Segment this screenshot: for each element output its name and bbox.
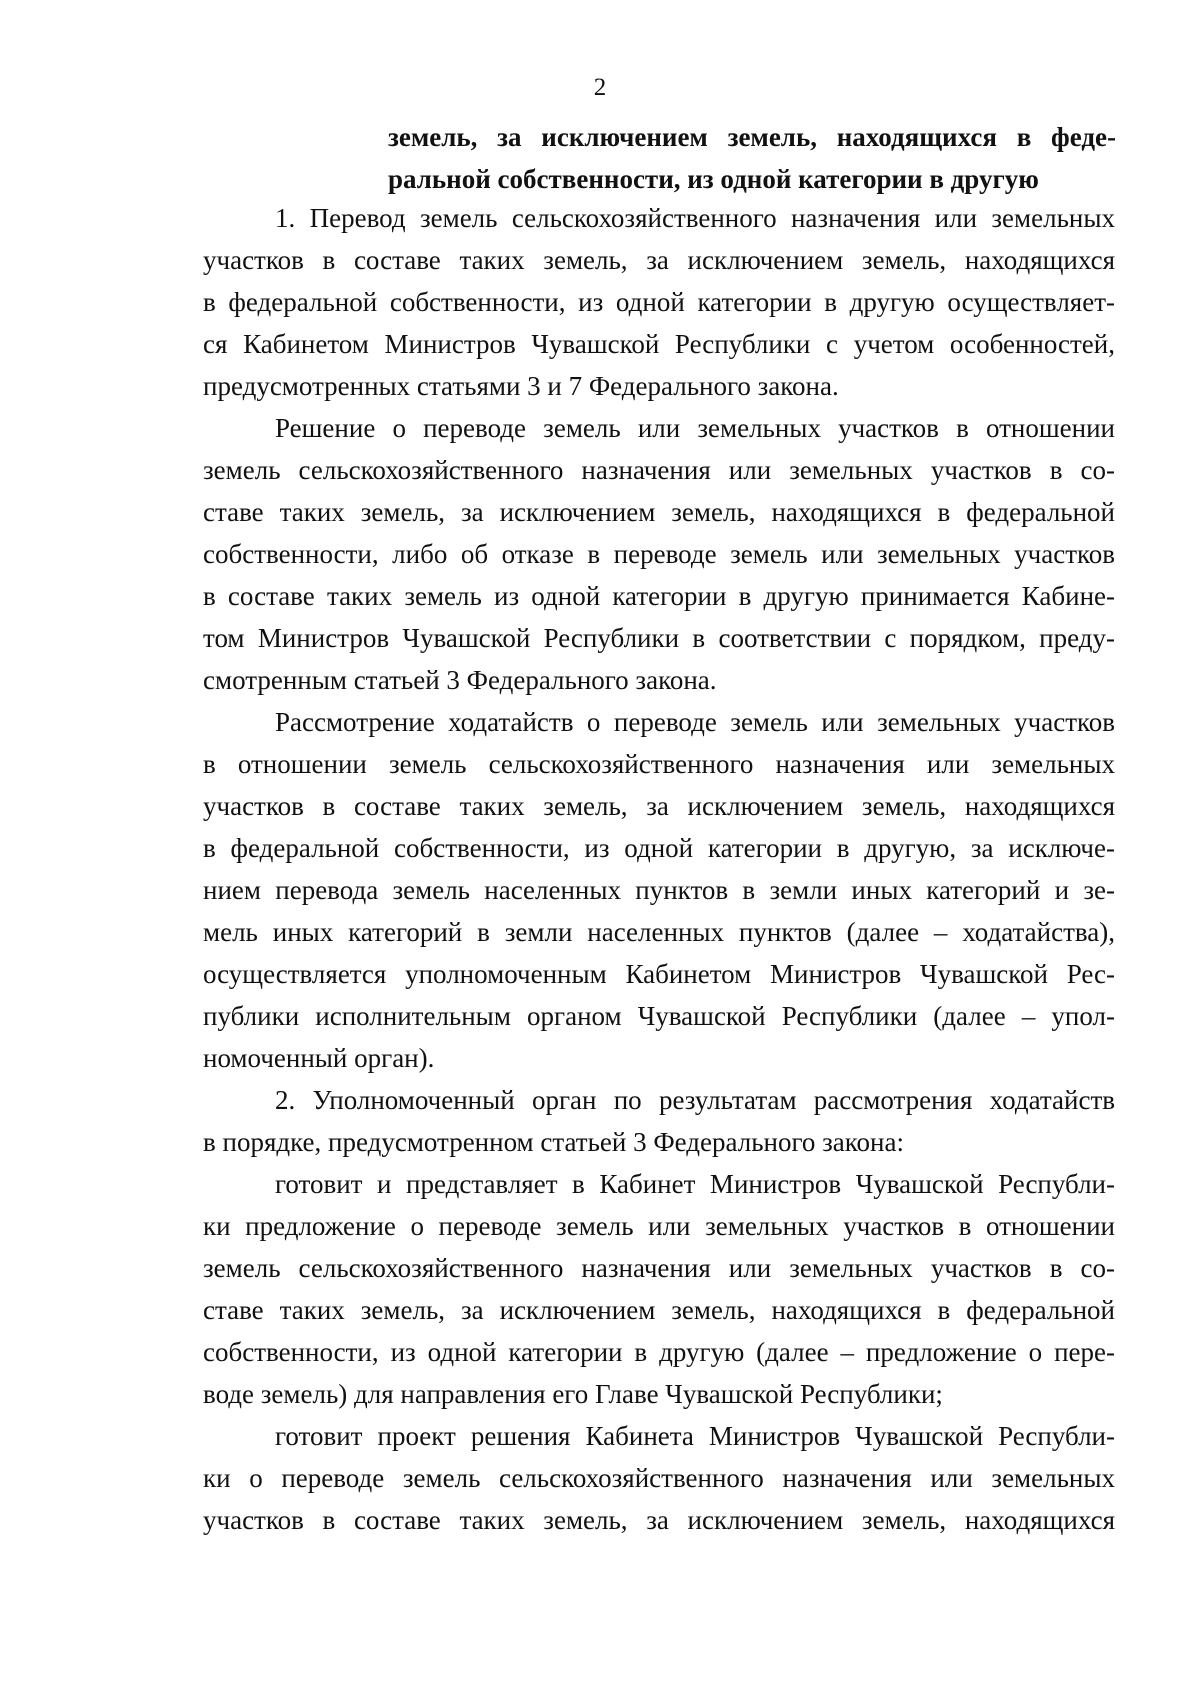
paragraph-line: смотренным статьей 3 Федерального закона. [203,665,717,695]
paragraph-line: нием перевода земель населенных пунктов в земли иных категорий и зе- [203,875,1115,905]
paragraph-line: участков в составе таких земель, за исключением земель, находящихся [203,245,1115,275]
paragraph [203,1163,1115,1415]
paragraph-line: ки предложение о переводе земель или земельных участков в отношении [203,1211,1115,1241]
paragraph-line: воде земель) для направления его Главе Чувашской Республики; [203,1379,943,1409]
paragraph-line: в отношении земель сельскохозяйственного назначения или земельных [203,749,1115,779]
paragraph-line: готовит проект решения Кабинета Министров Чувашской Республи- [275,1421,1115,1451]
paragraph-line: ставе таких земель, за исключением земель, находящихся в федеральной [203,1295,1115,1325]
paragraph-line: собственности, из одной категории в другую (далее – предложение о пере- [203,1337,1115,1367]
paragraph-line: мель иных категорий в земли населенных пунктов (далее – ходатайства), [203,917,1115,947]
paragraph-line: участков в составе таких земель, за исключением земель, находящихся [203,1505,1115,1535]
paragraph-line: в федеральной собственности, из одной категории в другую осуществляет- [203,287,1115,317]
paragraph-line: готовит и представляет в Кабинет Министров Чувашской Республи- [275,1169,1115,1199]
paragraph [203,407,1115,701]
paragraph-line: том Министров Чувашской Республики в соответствии с порядком, преду- [203,623,1115,653]
heading-line: земель, за исключением земель, находящихся в феде- [388,122,1116,152]
heading-line: ральной собственности, из одной категории в другую [388,164,1039,194]
section-heading [388,116,1116,200]
paragraph [203,701,1115,1079]
paragraph [203,1079,1115,1163]
paragraph-line: Решение о переводе земель или земельных участков в отношении [275,413,1115,443]
paragraph-line: осуществляется уполномоченным Кабинетом Министров Чувашской Рес- [203,959,1115,989]
paragraph-line: ки о переводе земель сельскохозяйственного назначения или земельных [203,1463,1115,1493]
paragraph-line: Рассмотрение ходатайств о переводе земель или земельных участков [275,707,1115,737]
paragraph-line: земель сельскохозяйственного назначения или земельных участков в со- [203,1253,1115,1283]
document-body [203,197,1115,1541]
paragraph-line: в составе таких земель из одной категории в другую принимается Кабине- [203,581,1115,611]
paragraph-line: ставе таких земель, за исключением земель, находящихся в федеральной [203,497,1115,527]
page-number: 2 [593,74,607,101]
paragraph-line: в федеральной собственности, из одной категории в другую, за исключе- [203,833,1115,863]
paragraph-line: ся Кабинетом Министров Чувашской Республики с учетом особенностей, [203,329,1115,359]
paragraph [203,1415,1115,1541]
paragraph-line: 1. Перевод земель сельскохозяйственного назначения или земельных [275,203,1115,233]
paragraph [203,197,1115,407]
paragraph-line: земель сельскохозяйственного назначения или земельных участков в со- [203,455,1115,485]
paragraph-line: участков в составе таких земель, за исключением земель, находящихся [203,791,1115,821]
paragraph-line: публики исполнительным органом Чувашской Республики (далее – упол- [203,1001,1115,1031]
paragraph-line: в порядке, предусмотренном статьей 3 Федерального закона: [203,1127,904,1157]
paragraph-line: номоченный орган). [203,1043,435,1073]
paragraph-line: собственности, либо об отказе в переводе земель или земельных участков [203,539,1115,569]
paragraph-line: 2. Уполномоченный орган по результатам рассмотрения ходатайств [275,1085,1115,1115]
paragraph-line: предусмотренных статьями 3 и 7 Федерального закона. [203,371,839,401]
